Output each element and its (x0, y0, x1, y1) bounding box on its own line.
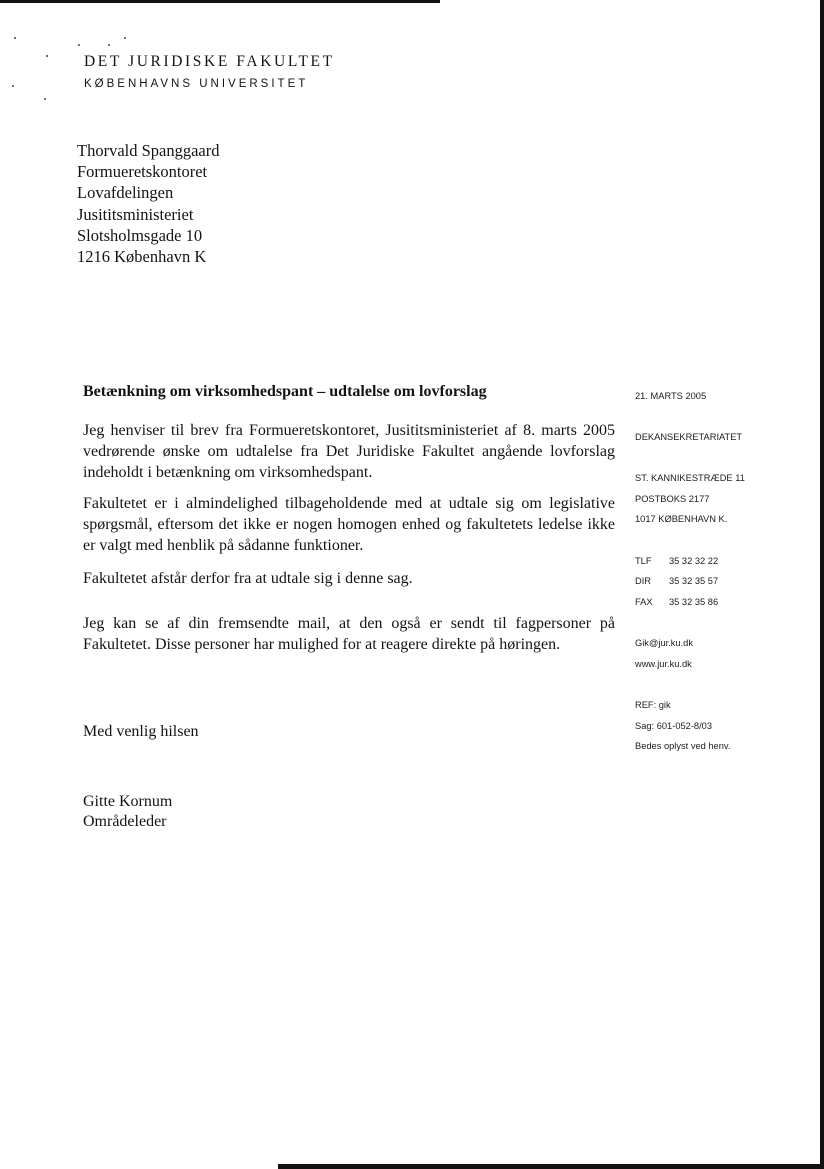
fax-number: 35 32 35 86 (669, 596, 719, 607)
reference: REF: gik (635, 700, 671, 710)
faculty-name: DET JURIDISKE FAKULTET (84, 53, 335, 70)
sender-department: DEKANSEKRETARIATET (635, 431, 743, 442)
sender-website: www.jur.ku.dk (635, 658, 692, 669)
phone-label: TLF (635, 555, 652, 566)
scan-speck (78, 44, 80, 46)
paragraph-policy: Fakultetet er i almindelighed tilbageholdende med at udtale sig om legislative spørgsmål, eftersom det ikke er nogen homogen enhed og fakultetets ledelse ikke er valgt med henblik på sådanne funktioner. (83, 495, 615, 554)
phone-number: 35 32 32 22 (669, 555, 719, 566)
direct-row (635, 571, 745, 592)
letter-subject: Betænkning om virksomhedspant – udtalelse om lovforslag (83, 383, 487, 400)
recipient-address (77, 140, 220, 267)
scan-speck (124, 37, 126, 39)
recipient-city: 1216 København K (77, 247, 207, 267)
university-name: KØBENHAVNS UNIVERSITET (84, 78, 309, 90)
recipient-street: Slotsholmsgade 10 (77, 225, 203, 245)
reference-note: Bedes oplyst ved henv. (635, 741, 731, 751)
scan-edge-right (820, 0, 824, 1169)
scan-speck (46, 55, 48, 57)
letter-closing: Med venlig hilsen (83, 723, 199, 740)
sender-street: ST. KANNIKESTRÆDE 11 (635, 473, 745, 483)
recipient-ministry: Jusititsministeriet (77, 204, 194, 224)
direct-number: 35 32 35 57 (669, 576, 719, 586)
sender-email: Gik@jur.ku.dk (635, 638, 694, 648)
scan-speck (14, 37, 16, 39)
case-number: Sag: 601-052-8/03 (635, 720, 713, 731)
direct-label: DIR (635, 576, 652, 586)
signer-name: Gitte Kornum (83, 793, 173, 810)
fax-label: FAX (635, 596, 653, 607)
letterhead (84, 52, 335, 94)
signer-title: Områdeleder (83, 813, 167, 830)
sender-info-sidebar (635, 386, 745, 757)
phone-row (635, 551, 745, 572)
fax-row (635, 592, 745, 613)
sender-pobox: POSTBOKS 2177 (635, 493, 710, 504)
scan-speck (108, 44, 110, 46)
letter-body (83, 381, 615, 665)
paragraph-note: Jeg kan se af din fremsendte mail, at den også er sendt til fagpersoner på Fakultetet. Disse personer har mulighed for at reagere direkte på høringen. (83, 615, 615, 653)
letter-date: 21. MARTS 2005 (635, 391, 707, 401)
recipient-office: Formueretskontoret (77, 162, 208, 182)
scan-speck (12, 85, 14, 87)
scan-edge-bottom (278, 1164, 824, 1169)
scan-edge-top (0, 0, 440, 3)
recipient-department: Lovafdelingen (77, 183, 174, 203)
paragraph-reference: Jeg henviser til brev fra Formueretskontoret, Jusititsministeriet af 8. marts 2005 vedrørende ønske om udtalelse fra Det Juridiske Fakultet angående lovforslag indeholdt i betænkning om virksomhedspant. (83, 422, 615, 481)
scan-speck (44, 98, 46, 100)
signature-block (83, 792, 172, 832)
paragraph-decision: Fakultetet afstår derfor fra at udtale sig i denne sag. (83, 570, 413, 587)
recipient-name: Thorvald Spanggaard (77, 141, 220, 160)
sender-city: 1017 KØBENHAVN K. (635, 514, 728, 524)
